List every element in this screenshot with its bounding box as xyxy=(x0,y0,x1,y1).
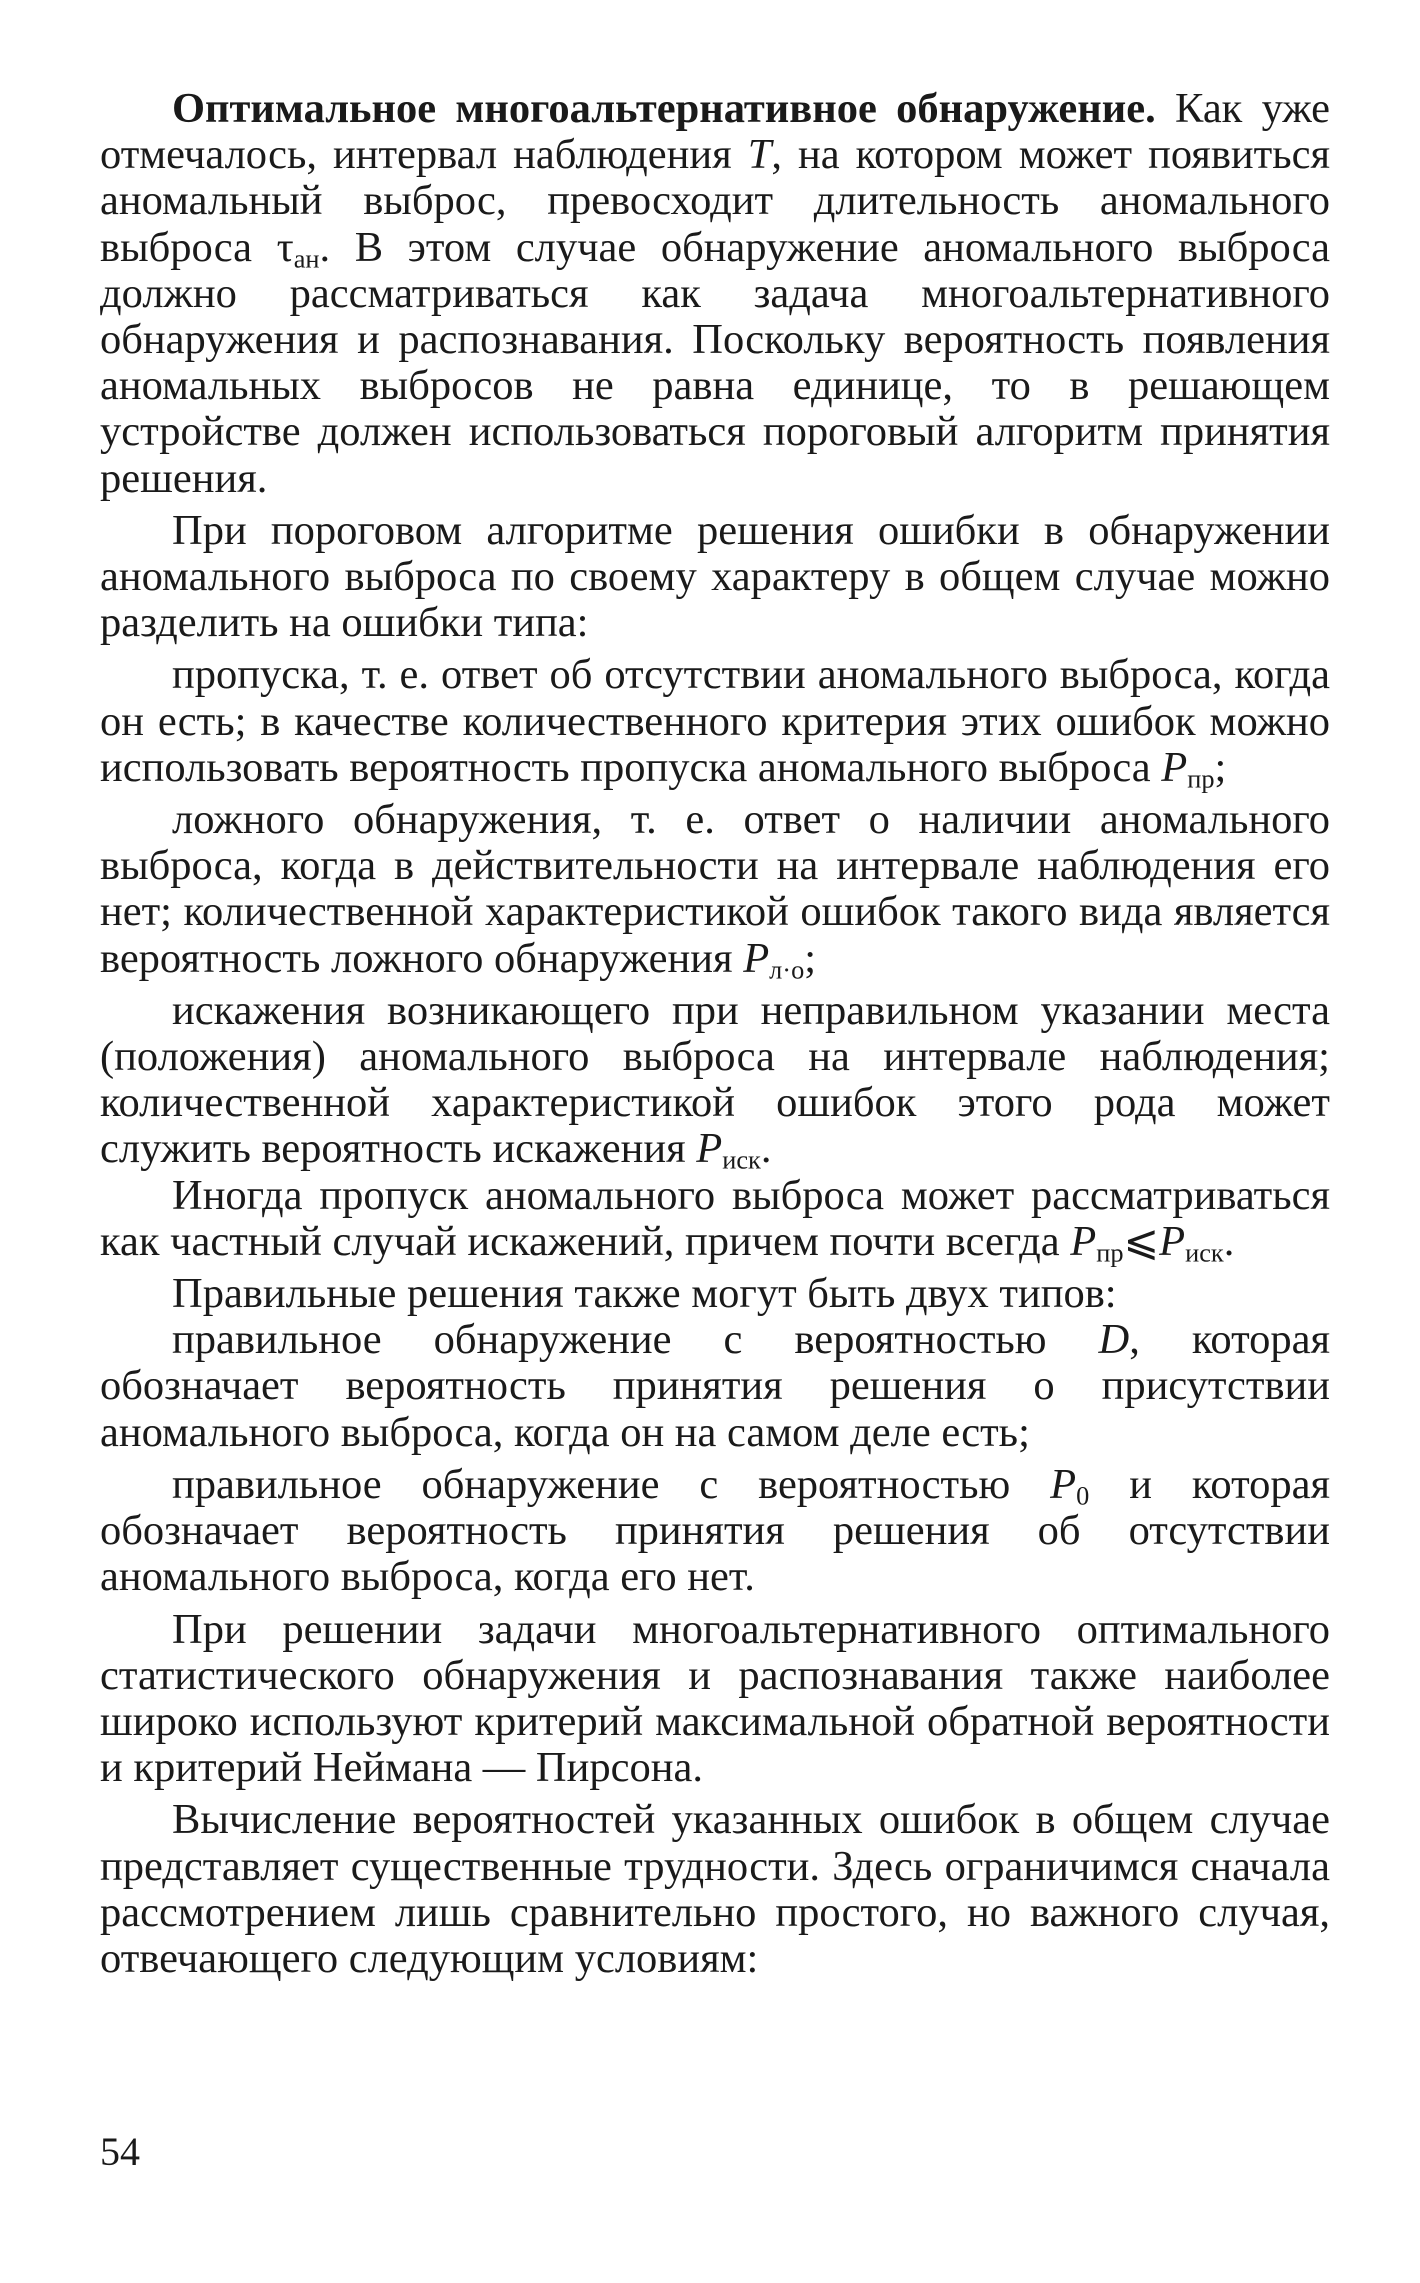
section-heading: Оптимальное многоальтернативное обнаружение. xyxy=(172,85,1156,132)
paragraph-correct-decisions: Правильные решения также могут быть двух типов: xyxy=(172,1270,1117,1318)
paragraph-false-detection: ложного обнаружения, т. е. ответ о наличии аномального выброса, когда в действительности на интервале наблюдения его нет; количественной характеристикой ошибок такого вида является вероятность ложного обнаружения $P_{л\cdot о}$; xyxy=(100,796,1330,985)
paragraph-computation: Вычисление вероятностей указанных ошибок в общем случае представляет существенные трудности. Здесь ограничимся сначала рассмотрением лишь сравнительно простого, но важного случая, отвечающего следующим условиям: xyxy=(100,1796,1330,1982)
paragraph-correct-detection-d: правильное обнаружение с вероятностью D, которая обозначает вероятность принятия решения о присутствии аномального выброса, когда он на самом деле есть; xyxy=(100,1316,1330,1456)
paragraph-criteria: При решении задачи многоальтернативного оптимального статистического обнаружения и распознавания также наиболее широко используют критерий максимальной обратной вероятности и критерий Неймана — Пирсона. xyxy=(100,1605,1330,1792)
paragraph-intro: Оптимальное многоальтернативное обнаружение. Как уже отмечалось, интервал наблюдения T, на котором может появиться аномальный выброс, превосходит длительность аномального выброса $\tau_{ан}$. В этом случае обнаружение аномального выброса должно рассматриваться как задача многоальтернативного обнаружения и распознавания. Поскольку вероятность появления аномальных выбросов не равна единице, то в решающем устройстве должен использоваться пороговый алгоритм принятия решения. xyxy=(100,85,1330,502)
page-body xyxy=(100,86,1330,1982)
paragraph-miss-as-distortion: Иногда пропуск аномального выброса может рассматриваться как частный случай искажений, причем почти всегда $P_{пр}⩽P_{иск}$. xyxy=(100,1171,1330,1268)
paragraph-error-types: При пороговом алгоритме решения ошибки в обнаружении аномального выброса по своему характеру в общем случае можно разделить на ошибки типа: xyxy=(100,506,1330,647)
paragraph-distortion: искажения возникающего при неправильном указании места (положения) аномального выброса на интервале наблюдения; количественной характеристикой ошибок этого рода может служить вероятность искажения $P_{иск}$. xyxy=(100,986,1330,1176)
paragraph-correct-detection-p0: правильное обнаружение с вероятностью $P_0$ и которая обозначает вероятность принятия решения об отсутствии аномального выброса, когда его нет. xyxy=(100,1460,1330,1601)
paragraph-miss: пропуска, т. е. ответ об отсутствии аномального выброса, когда он есть; в качестве количественного критерия этих ошибок можно использовать вероятность пропуска аномального выброса $P_{пр}$; xyxy=(100,651,1330,794)
page-number: 54 xyxy=(100,2129,140,2174)
